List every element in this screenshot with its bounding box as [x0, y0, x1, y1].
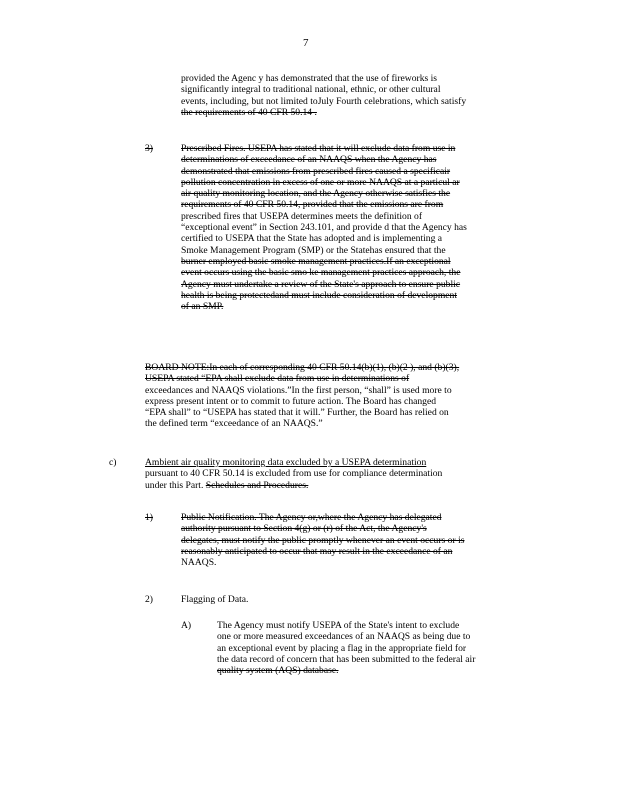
text-line-deleted: requirements of 40 CFR 50.14, provided that the emissions are from — [181, 199, 444, 211]
text-line: “EPA shall” to “USEPA has stated that it will.” Further, the Board has relied on — [145, 407, 449, 419]
text-line — [145, 480, 525, 491]
text-fragment: under this Part. — [145, 479, 204, 491]
board-note — [145, 362, 532, 430]
text-line: the defined term “exceedance of an NAAQS.” — [145, 418, 323, 430]
text-line: certified to USEPA that the State has adopted and is implementing a — [181, 233, 443, 245]
text-line: The Agency must notify USEPA of the State's intent to exclude — [217, 620, 460, 631]
text-line: Smoke Management Program (SMP) or the Statehas ensured that the — [181, 244, 446, 256]
text-line-deleted: authority pursuant to Section 4(g) or (r) of the Act, the Agency's — [181, 523, 427, 535]
text-line-deleted: determinations of exceedance of an NAAQS when the Agency has — [181, 154, 437, 166]
text-line: “exceptional event” in Section 243.101, and provide d that the Agency has — [181, 222, 467, 234]
item-2-title: Flagging of Data. — [181, 594, 249, 605]
text-line-deleted: pollution concentration in excess of one or more NAAQS at a particul ar — [181, 176, 460, 188]
text-line: significantly integral to traditional national, ethnic, or other cultural — [181, 84, 441, 96]
text-line-deleted: Prescribed Fires. USEPA has stated that it will exclude data from use in — [181, 143, 456, 154]
item-3-paragraph — [181, 143, 532, 312]
text-fragment-deleted: Schedules and Procedures. — [205, 479, 309, 491]
text-line-deleted: burner employed basic smoke management practices.If an exceptional — [181, 255, 451, 267]
text-line: the data record of concern that has been submitted to the federal air — [217, 653, 476, 665]
text-line: pursuant to 40 CFR 50.14 is excluded from use for compliance determination — [145, 468, 443, 480]
item-2-label: 2) — [145, 594, 153, 605]
text-line-deleted: the requirements of 40 CFR 50.14 . — [181, 106, 317, 118]
text-line-deleted: air quality monitoring location, and the Agency otherwise satisfies the — [181, 188, 451, 200]
item-1-paragraph — [181, 512, 538, 568]
text-line-deleted: Public Notification. The Agency or,where the Agency has delegated — [181, 512, 442, 523]
text-line-deleted: event occurs using the basic smo ke management practices approach, the — [181, 267, 461, 279]
fireworks-paragraph — [181, 73, 536, 118]
text-line-deleted: of an SMP. — [181, 301, 224, 313]
item-a-paragraph — [217, 620, 538, 676]
section-c-label: c) — [109, 457, 117, 468]
item-1-label: 1) — [145, 512, 153, 523]
text-line-deleted: reasonably anticipated to occur that may result in the exceedance of an — [181, 545, 453, 557]
page-number: 7 — [303, 37, 309, 49]
text-line-deleted: BOARD NOTE:In each of corresponding 40 CFR 50.14(b)(1), (b)(2 ), and (b)(3), — [145, 362, 460, 373]
text-line: exceedances and NAAQS violations.”In the first person, “shall” is used more to — [145, 384, 452, 396]
text-line: prescribed fires that USEPA determines meets the definition of — [181, 210, 423, 222]
text-line-deleted: USEPA stated “EPA shall exclude data from use in determinations of — [145, 373, 410, 385]
item-a-label: A) — [181, 620, 192, 631]
text-line-inserted: Ambient air quality monitoring data excluded by a USEPA determination — [145, 457, 427, 468]
text-line: one or more measured exceedances of an NAAQS as being due to — [217, 631, 471, 643]
text-line-deleted: health is being protectedand must include consideration of development — [181, 289, 458, 301]
text-line: provided the Agenc y has demonstrated that the use of fireworks is — [181, 73, 438, 84]
text-line-deleted: demonstrated that emissions from prescribed fires caused a specificair — [181, 165, 451, 177]
text-line: an exceptional event by placing a flag in the appropriate field for — [217, 642, 467, 654]
text-line-deleted: delegates, must notify the public promptly whenever an event occurs or is — [181, 534, 465, 546]
text-line-deleted: Agency must undertake a review of the State's approach to ensure public — [181, 278, 461, 290]
section-c-paragraph — [145, 457, 525, 491]
item-3-label: 3) — [145, 143, 153, 154]
text-line: events, including, but not limited toJuly Fourth celebrations, which satisfy — [181, 95, 467, 107]
text-line-deleted: quality system (AQS) database. — [217, 665, 339, 677]
text-line: NAAQS. — [181, 557, 217, 569]
text-line: express present intent or to commit to future action. The Board has changed — [145, 395, 437, 407]
